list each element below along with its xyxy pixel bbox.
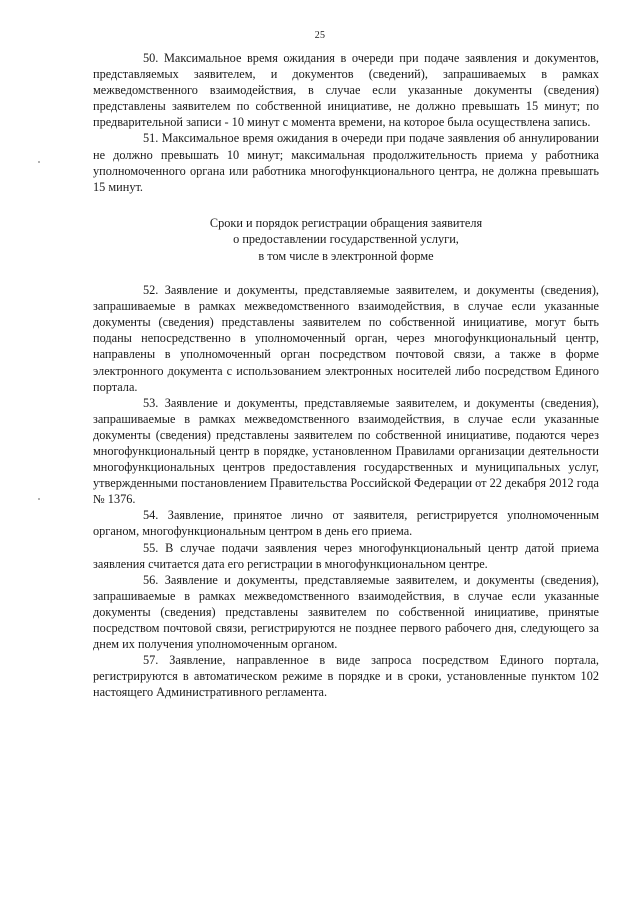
paragraph-56: 56. Заявление и документы, представляемые заявителем, и документы (сведения), запрашиваемые в рамках межведомственного взаимодействия, в случае если указанные документы (сведения) представлены заявителем по собственной инициативе, принятые посредством почтовой связи, регистрируются не позднее первого рабочего дня, следующего за днем их получения уполномоченным органом. [93,572,599,652]
section-heading-line-3: в том числе в электронной форме [258,248,434,263]
paragraph-52: 52. Заявление и документы, представляемые заявителем, и документы (сведения), запрашиваемые в рамках межведомственного взаимодействия, в случае если указанные документы (сведения) представлены заявителем по собственной инициативе, могут быть поданы непосредственно в уполномоченный орган, через многофункциональный центр, направлены в уполномоченный орган посредством почтовой связи, а также в форме электронного документа с использованием электронных носителей либо посредством Единого портала. [93,283,599,394]
page-number: 25 [314,30,326,41]
paragraph-53: 53. Заявление и документы, представляемые заявителем, и документы (сведения), запрашиваемые в рамках межведомственного взаимодействия, в случае если указанные документы (сведения) представлены заявителем по собственной инициативе, подаются через многофункциональный центр в порядке, установленном Правилами организации деятельности многофункциональных центров предоставления государственных и муниципальных услуг, утвержденными постановлением Правительства Российской Федерации от 22 декабря 2012 года № 1376. [93,395,599,507]
paragraph-50: 50. Максимальное время ожидания в очереди при подаче заявления и документов, представляемых заявителем, и документов (сведений), запрашиваемых в рамках межведомственного взаимодействия, в случае если указанные документы (сведения) представлены заявителем по собственной инициативе, не должно превышать 15 минут; по предварительной записи - 10 минут с момента времени, на которое была осуществлена запись. [93,51,599,130]
paragraph-55: 55. В случае подачи заявления через многофункциональный центр датой приема заявления считается дата его регистрации в многофункциональном центре. [93,540,599,571]
paragraph-57: 57. Заявление, направленное в виде запроса посредством Единого портала, регистрируются в автоматическом режиме в порядке и в сроки, установленные пунктом 102 настоящего Административного регламента. [93,653,599,700]
paragraph-51: 51. Максимальное время ожидания в очереди при подаче заявления об аннулировании не должно превышать 10 минут; максимальная продолжительность приема у работника уполномоченного органа или работника многофункционального центра, не должна превышать 15 минут. [93,131,599,194]
document-body [93,50,599,701]
scan-speck [38,498,40,500]
section-heading-line-1: Сроки и порядок регистрации обращения заявителя [209,215,483,230]
section-heading [93,215,599,264]
scan-speck [38,161,40,163]
paragraph-54: 54. Заявление, принятое лично от заявителя, регистрируется уполномоченным органом, многофункциональным центром в день его приема. [93,508,599,539]
section-heading-line-2: о предоставлении государственной услуги, [233,232,459,247]
